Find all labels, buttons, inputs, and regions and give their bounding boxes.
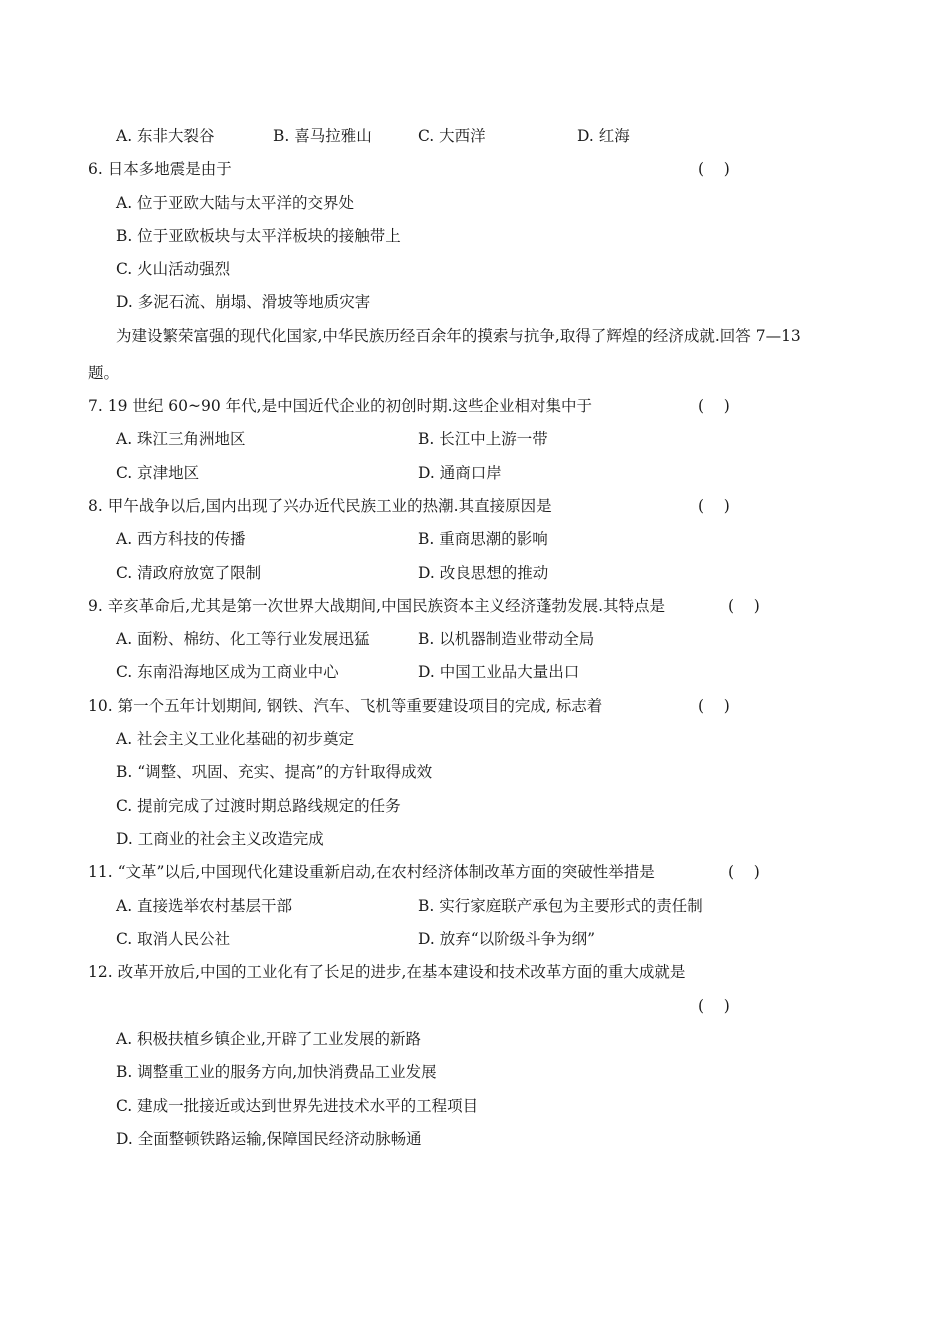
q6-stem: 6. 日本多地震是由于 bbox=[88, 160, 232, 178]
q5-option-a: A. 东非大裂谷 bbox=[116, 127, 215, 145]
q11-option-a: A. 直接选举农村基层干部 bbox=[116, 897, 293, 915]
q12-answer-blank: ( ) bbox=[698, 997, 730, 1015]
q8-option-a: A. 西方科技的传播 bbox=[116, 530, 246, 548]
q9-option-d: D. 中国工业品大量出口 bbox=[418, 663, 580, 681]
q12-stem: 12. 改革开放后,中国的工业化有了长足的进步,在基本建设和技术改革方面的重大成就是 bbox=[88, 963, 686, 981]
q12-option-a: A. 积极扶植乡镇企业,开辟了工业发展的新路 bbox=[116, 1030, 421, 1048]
q11-option-d: D. 放弃“以阶级斗争为纲” bbox=[418, 930, 596, 948]
q7-option-c: C. 京津地区 bbox=[116, 464, 200, 482]
q5-option-d: D. 红海 bbox=[577, 127, 630, 145]
q9-answer-blank: ( ) bbox=[728, 597, 760, 615]
q12-option-d: D. 全面整顿铁路运输,保障国民经济动脉畅通 bbox=[116, 1130, 422, 1148]
q8-answer-blank: ( ) bbox=[698, 497, 730, 515]
q6-option-a: A. 位于亚欧大陆与太平洋的交界处 bbox=[116, 194, 355, 212]
q7-stem: 7. 19 世纪 60~90 年代,是中国近代企业的初创时期.这些企业相对集中于 bbox=[88, 397, 593, 415]
q8-option-c: C. 清政府放宽了限制 bbox=[116, 564, 262, 582]
q11-answer-blank: ( ) bbox=[728, 863, 760, 881]
q5-option-b: B. 喜马拉雅山 bbox=[273, 127, 372, 145]
q10-answer-blank: ( ) bbox=[698, 697, 730, 715]
q9-option-a: A. 面粉、棉纺、化工等行业发展迅猛 bbox=[116, 630, 370, 648]
q7-option-b: B. 长江中上游一带 bbox=[418, 430, 548, 448]
q9-option-c: C. 东南沿海地区成为工商业中心 bbox=[116, 663, 339, 681]
q12-option-c: C. 建成一批接近或达到世界先进技术水平的工程项目 bbox=[116, 1097, 479, 1115]
q9-option-b: B. 以机器制造业带动全局 bbox=[418, 630, 595, 648]
q8-option-b: B. 重商思潮的影响 bbox=[418, 530, 548, 548]
intro-line-1: 为建设繁荣富强的现代化国家,中华民族历经百余年的摸索与抗争,取得了辉煌的经济成就.回答 7—13 bbox=[116, 327, 801, 345]
q6-option-b: B. 位于亚欧板块与太平洋板块的接触带上 bbox=[116, 227, 401, 245]
q8-option-d: D. 改良思想的推动 bbox=[418, 564, 549, 582]
q10-stem: 10. 第一个五年计划期间, 钢铁、汽车、飞机等重要建设项目的完成, 标志着 bbox=[88, 697, 603, 715]
q9-stem: 9. 辛亥革命后,尤其是第一次世界大战期间,中国民族资本主义经济蓬勃发展.其特点是 bbox=[88, 597, 665, 615]
q8-stem: 8. 甲午战争以后,国内出现了兴办近代民族工业的热潮.其直接原因是 bbox=[88, 497, 552, 515]
q6-answer-blank: ( ) bbox=[698, 160, 730, 178]
q12-option-b: B. 调整重工业的服务方向,加快消费品工业发展 bbox=[116, 1063, 437, 1081]
q11-option-c: C. 取消人民公社 bbox=[116, 930, 231, 948]
q10-option-b: B. “调整、巩固、充实、提高”的方针取得成效 bbox=[116, 763, 433, 781]
q5-option-c: C. 大西洋 bbox=[418, 127, 486, 145]
q10-option-c: C. 提前完成了过渡时期总路线规定的任务 bbox=[116, 797, 401, 815]
q7-answer-blank: ( ) bbox=[698, 397, 730, 415]
q10-option-d: D. 工商业的社会主义改造完成 bbox=[116, 830, 324, 848]
q7-option-d: D. 通商口岸 bbox=[418, 464, 502, 482]
q7-option-a: A. 珠江三角洲地区 bbox=[116, 430, 246, 448]
q10-option-a: A. 社会主义工业化基础的初步奠定 bbox=[116, 730, 355, 748]
intro-line-2: 题。 bbox=[88, 364, 120, 382]
q6-option-c: C. 火山活动强烈 bbox=[116, 260, 231, 278]
q6-option-d: D. 多泥石流、崩塌、滑坡等地质灾害 bbox=[116, 293, 371, 311]
q11-option-b: B. 实行家庭联产承包为主要形式的责任制 bbox=[418, 897, 703, 915]
q11-stem: 11. “文革”以后,中国现代化建设重新启动,在农村经济体制改革方面的突破性举措是 bbox=[88, 863, 655, 881]
